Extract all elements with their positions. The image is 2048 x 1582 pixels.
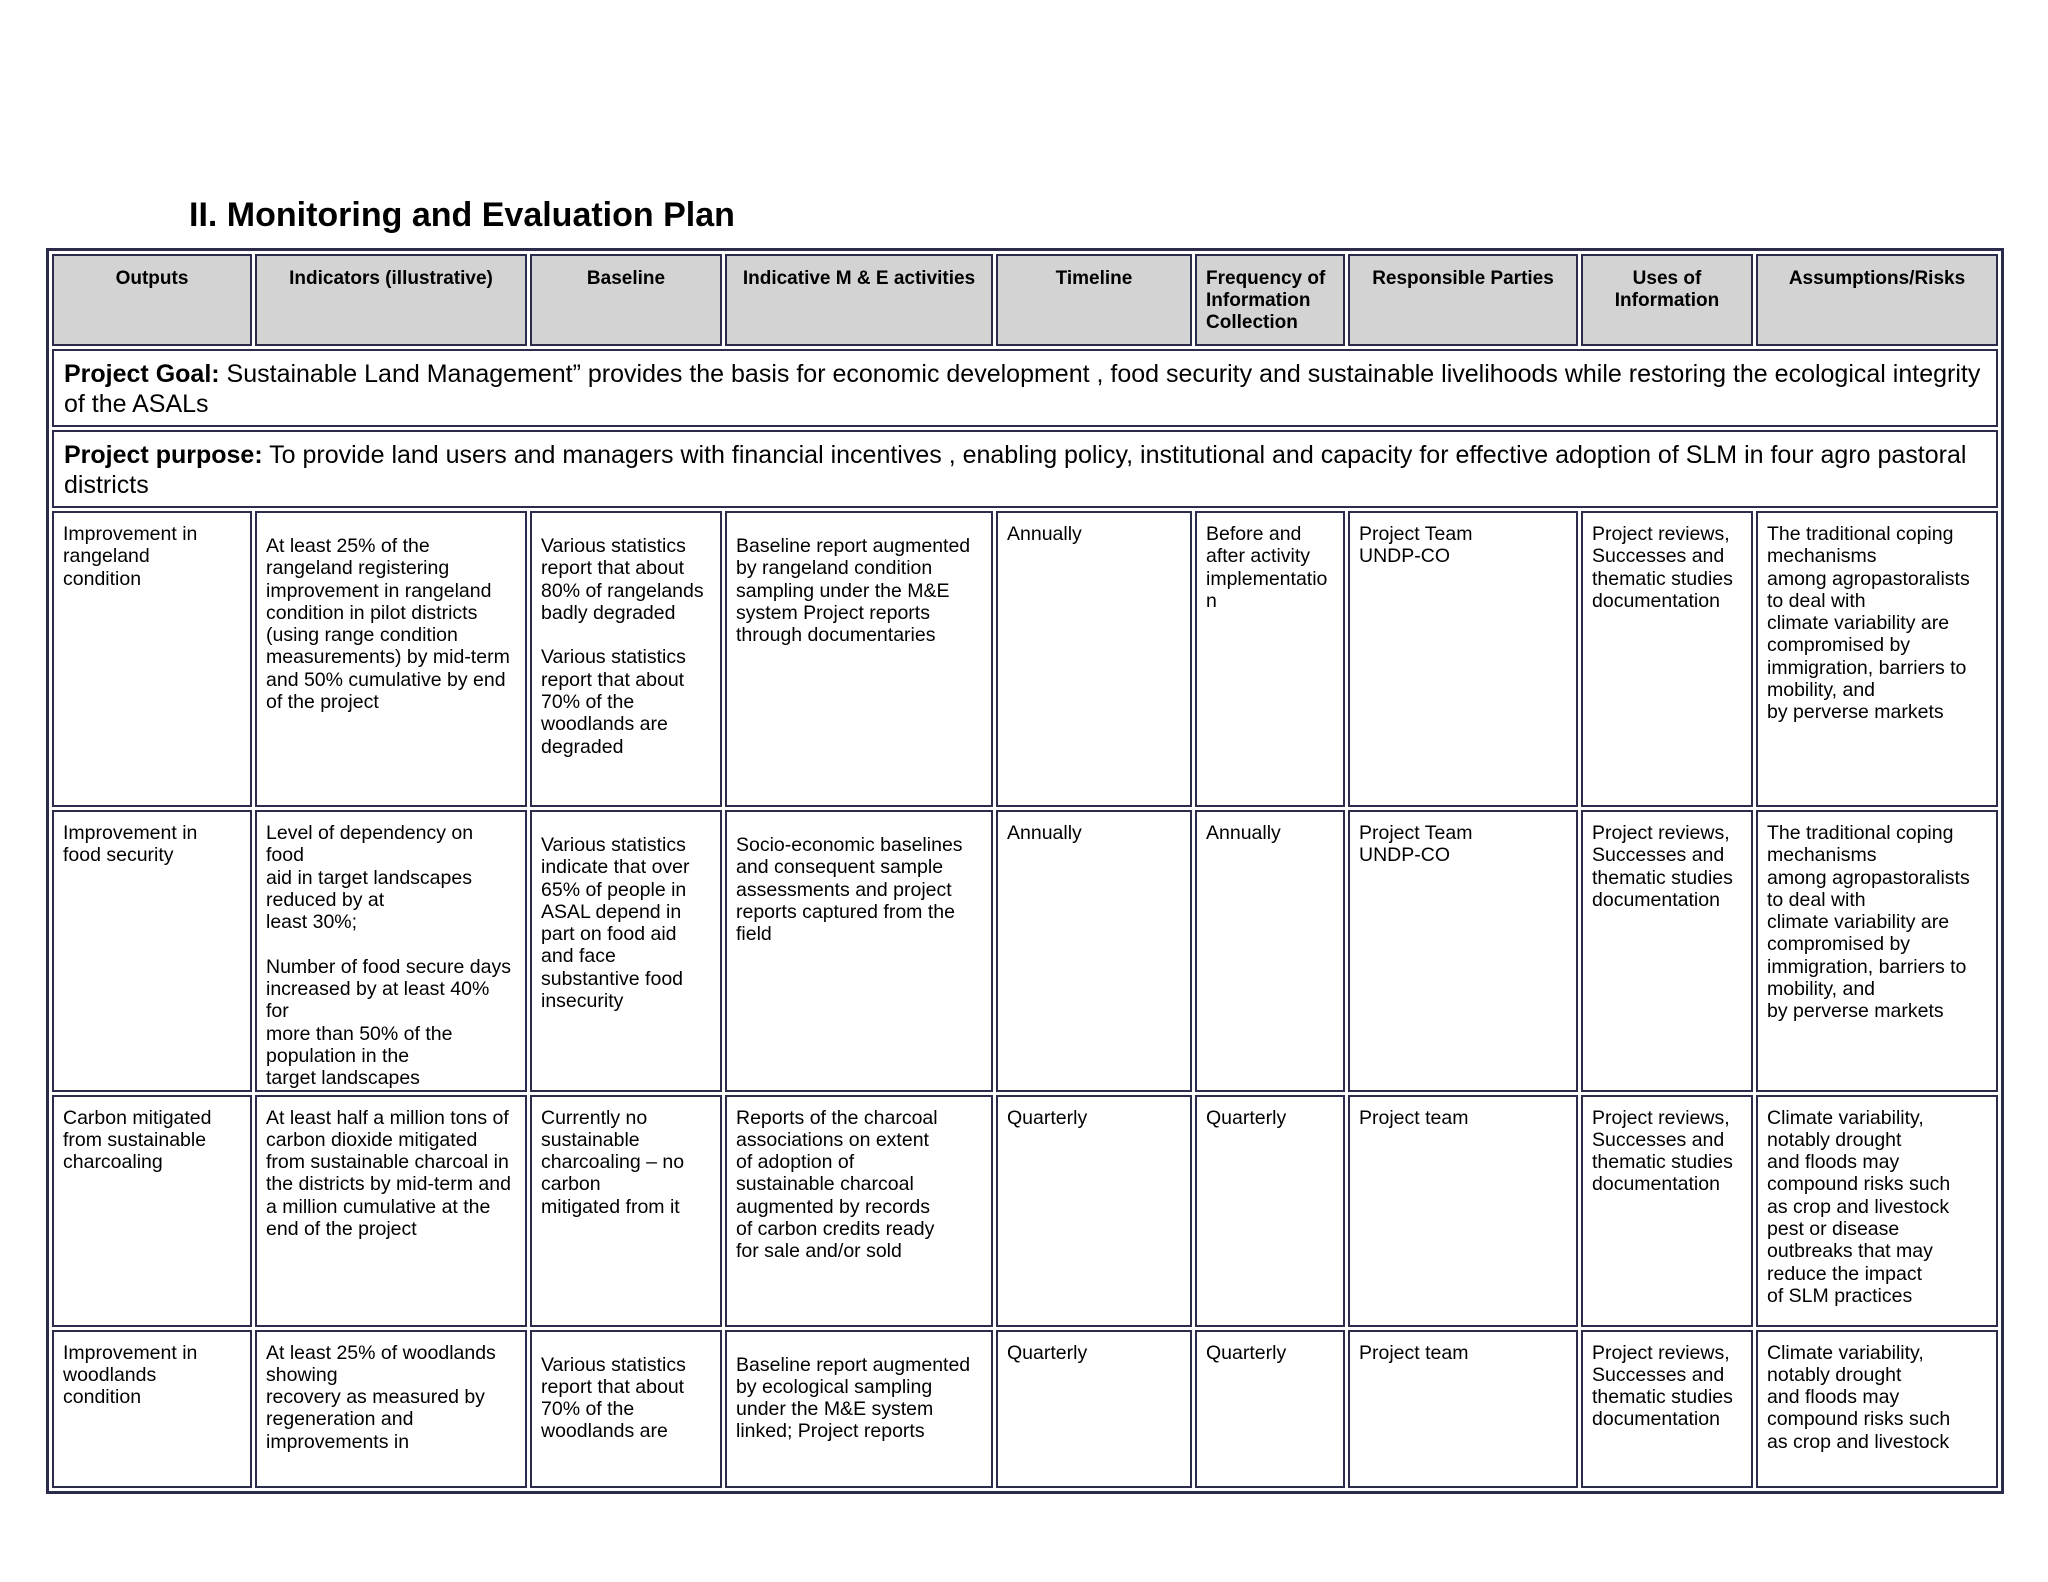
cell-indicators: At least 25% of woodlands showing recovery as measured by regeneration and improvements in — [255, 1330, 527, 1488]
cell-activities: Baseline report augmented by ecological sampling under the M&E system linked; Project reports — [725, 1330, 993, 1488]
cell-indicators: At least half a million tons of carbon dioxide mitigated from sustainable charcoal in the districts by mid-term and a million cumulative at the end of the project — [255, 1095, 527, 1327]
cell-frequency: Quarterly — [1195, 1330, 1345, 1488]
project-goal-text: Sustainable Land Management” provides the basis for economic development , food security and sustainable livelihoods while restoring the ecological integrity of the ASALs — [64, 360, 1981, 418]
cell-output: Improvement in woodlands condition — [52, 1330, 252, 1488]
cell-timeline: Annually — [996, 810, 1192, 1092]
purpose-row — [52, 430, 1998, 508]
page-title: II. Monitoring and Evaluation Plan — [189, 196, 735, 234]
project-purpose-label: Project purpose: — [64, 441, 263, 469]
project-goal — [52, 349, 1998, 427]
table-row — [52, 1330, 1998, 1488]
goal-row — [52, 349, 1998, 427]
cell-output: Improvement in food security — [52, 810, 252, 1092]
header-baseline: Baseline — [530, 254, 722, 346]
cell-frequency: Quarterly — [1195, 1095, 1345, 1327]
cell-activities: Reports of the charcoal associations on extent of adoption of sustainable charcoal augmented by records of carbon credits ready for sale and/or sold — [725, 1095, 993, 1327]
cell-risks: The traditional coping mechanisms among agropastoralists to deal with climate variability are compromised by immigration, barriers to mobility, and by perverse markets — [1756, 810, 1998, 1092]
cell-baseline: Currently no sustainable charcoaling – no carbon mitigated from it — [530, 1095, 722, 1327]
cell-baseline: Various statistics indicate that over 65% of people in ASAL depend in part on food aid and face substantive food insecurity — [530, 810, 722, 1092]
header-risks: Assumptions/Risks — [1756, 254, 1998, 346]
cell-risks: The traditional coping mechanisms among agropastoralists to deal with climate variability are compromised by immigration, barriers to mobility, and by perverse markets — [1756, 511, 1998, 807]
cell-parties: Project team — [1348, 1330, 1578, 1488]
header-outputs: Outputs — [52, 254, 252, 346]
header-indicators: Indicators (illustrative) — [255, 254, 527, 346]
project-purpose — [52, 430, 1998, 508]
header-activities: Indicative M & E activities — [725, 254, 993, 346]
table-row — [52, 511, 1998, 807]
cell-output: Carbon mitigated from sustainable charcoaling — [52, 1095, 252, 1327]
project-goal-label: Project Goal: — [64, 360, 220, 388]
cell-parties: Project team — [1348, 1095, 1578, 1327]
cell-timeline: Annually — [996, 511, 1192, 807]
cell-parties: Project Team UNDP-CO — [1348, 810, 1578, 1092]
cell-risks: Climate variability, notably drought and floods may compound risks such as crop and livestock — [1756, 1330, 1998, 1488]
project-purpose-text: To provide land users and managers with financial incentives , enabling policy, institutional and capacity for effective adoption of SLM in four agro pastoral districts — [64, 441, 1967, 499]
table-row — [52, 1095, 1998, 1327]
cell-uses: Project reviews, Successes and thematic studies documentation — [1581, 1330, 1753, 1488]
cell-uses: Project reviews, Successes and thematic studies documentation — [1581, 1095, 1753, 1327]
header-parties: Responsible Parties — [1348, 254, 1578, 346]
header-uses: Uses of Information — [1581, 254, 1753, 346]
cell-timeline: Quarterly — [996, 1330, 1192, 1488]
cell-baseline: Various statistics report that about 70% of the woodlands are — [530, 1330, 722, 1488]
cell-parties: Project Team UNDP-CO — [1348, 511, 1578, 807]
cell-timeline: Quarterly — [996, 1095, 1192, 1327]
cell-activities: Baseline report augmented by rangeland condition sampling under the M&E system Project reports through documentaries — [725, 511, 993, 807]
header-frequency: Frequency of Information Collection — [1195, 254, 1345, 346]
header-row — [52, 254, 1998, 346]
cell-indicators: Level of dependency on food aid in target landscapes reduced by at least 30%; Number of food secure days increased by at least 40% for more than 50% of the population in the target landscapes — [255, 810, 527, 1092]
cell-activities: Socio-economic baselines and consequent sample assessments and project reports captured from the field — [725, 810, 993, 1092]
cell-baseline: Various statistics report that about 80% of rangelands badly degraded Various statistics report that about 70% of the woodlands are degraded — [530, 511, 722, 807]
header-timeline: Timeline — [996, 254, 1192, 346]
cell-output: Improvement in rangeland condition — [52, 511, 252, 807]
cell-uses: Project reviews, Successes and thematic studies documentation — [1581, 810, 1753, 1092]
cell-frequency: Before and after activity implementatio n — [1195, 511, 1345, 807]
table-row — [52, 810, 1998, 1092]
cell-uses: Project reviews, Successes and thematic studies documentation — [1581, 511, 1753, 807]
cell-frequency: Annually — [1195, 810, 1345, 1092]
cell-indicators: At least 25% of the rangeland registering improvement in rangeland condition in pilot districts (using range condition measurements) by mid-term and 50% cumulative by end of the project — [255, 511, 527, 807]
me-plan-table — [46, 248, 2004, 1494]
cell-risks: Climate variability, notably drought and floods may compound risks such as crop and livestock pest or disease outbreaks that may reduce the impact of SLM practices — [1756, 1095, 1998, 1327]
